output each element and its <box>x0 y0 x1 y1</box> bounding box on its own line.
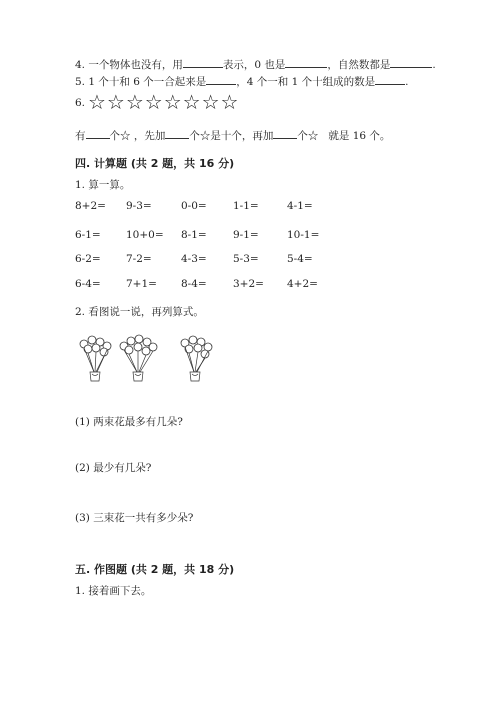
flower-bouquet-icon <box>175 334 215 386</box>
calc-item: 8+2= <box>75 200 106 212</box>
calc-item: 5-3= <box>233 253 259 265</box>
section-5-title: 五. 作图题 (共 2 题，共 18 分) <box>75 563 235 576</box>
calc-item: 4-3= <box>181 253 207 265</box>
picture-question-3: (3) 三束花一共有多少朵? <box>75 512 194 524</box>
calc-item: 1-1= <box>233 200 259 212</box>
calc-item: 4+2= <box>287 278 318 290</box>
calc-item: 4-1= <box>287 200 313 212</box>
calc-item: 8-1= <box>181 229 207 241</box>
flower-bouquet-icon <box>75 334 115 386</box>
calc-item: 3+2= <box>233 278 264 290</box>
q5-blank-1[interactable] <box>206 74 236 85</box>
draw-instruction: 1. 接着画下去。 <box>75 585 152 597</box>
q5-blank-2[interactable] <box>375 74 405 85</box>
q6-text-d: 个☆ <box>297 130 319 142</box>
q6-text-a: 有 <box>75 130 86 142</box>
q6-text-c: 个☆是十个，再加 <box>189 130 274 142</box>
q4-mid: 表示，0 也是 <box>222 59 286 71</box>
q4-blank-1[interactable] <box>183 57 223 68</box>
q4-end: . <box>432 59 436 71</box>
picture-question-1: (1) 两束花最多有几朵? <box>75 416 183 428</box>
picture-question-instruction: 2. 看图说一说，再列算式。 <box>75 306 204 318</box>
q6-blank-1[interactable] <box>86 128 110 139</box>
q4-blank-2[interactable] <box>285 57 327 68</box>
q6-label: 6. <box>75 97 86 109</box>
question-4 <box>75 57 436 72</box>
calc-item: 0-0= <box>181 200 207 212</box>
q6-sentence <box>75 128 390 143</box>
calc-item: 10+0= <box>126 229 164 241</box>
calc-item: 10-1= <box>287 229 320 241</box>
calc-item: 9-1= <box>233 229 259 241</box>
calc-item: 8-4= <box>181 278 207 290</box>
q6-text-b: 个☆ ，先加 <box>109 130 166 142</box>
question-5 <box>75 74 408 89</box>
flower-bouquet-icon <box>118 334 158 386</box>
q4-mid2: ，自然数都是 <box>327 59 391 71</box>
calc-item: 6-1= <box>75 229 101 241</box>
q5-prefix: 5. 1 个十和 6 个一合起来是 <box>75 76 207 88</box>
q4-blank-3[interactable] <box>390 57 432 68</box>
calc-item: 6-4= <box>75 278 101 290</box>
q6-text-e: 就是 16 个。 <box>328 130 391 142</box>
section-4-title: 四. 计算题 (共 2 题，共 16 分) <box>75 157 235 170</box>
picture-question-2: (2) 最少有几朵? <box>75 462 152 474</box>
calc-item: 5-4= <box>287 253 313 265</box>
calc-item: 9-3= <box>126 200 152 212</box>
q5-end: . <box>405 76 409 88</box>
calc-item: 7-2= <box>126 253 152 265</box>
q6-blank-2[interactable] <box>165 128 189 139</box>
q6-blank-3[interactable] <box>273 128 297 139</box>
star-row: ☆☆☆☆☆☆☆☆ <box>88 90 240 114</box>
q4-prefix: 4. 一个物体也没有，用 <box>75 59 183 71</box>
calc-item: 6-2= <box>75 253 101 265</box>
calc-item: 7+1= <box>126 278 157 290</box>
q5-mid: ，4 个一和 1 个十组成的数是 <box>236 76 376 88</box>
calc-instruction: 1. 算一算。 <box>75 179 131 191</box>
